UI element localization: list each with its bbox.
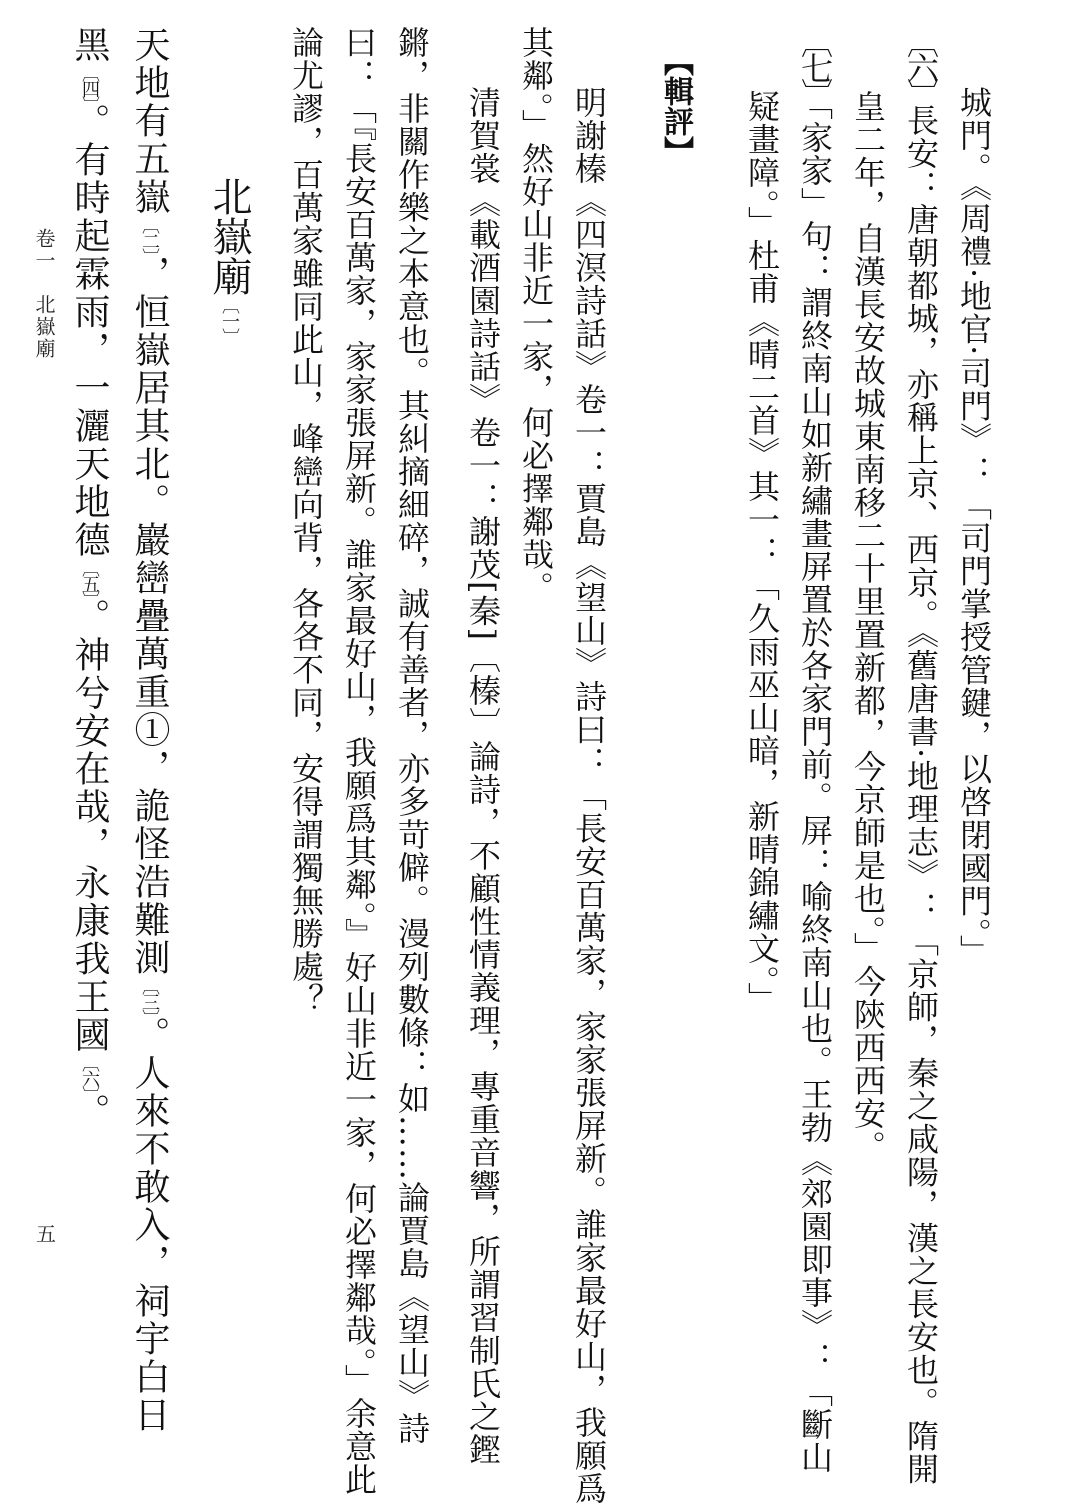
- commentary-para-1-line: 明謝榛《四溟詩話》卷一：賈島《望山》詩曰：「長安百萬家，家家張屏新。誰家最好山，我願爲: [570, 86, 608, 1505]
- poem-text: ，恒嶽居其北。巖巒疊萬重①，詭怪浩難測: [129, 255, 170, 977]
- poem-line: [119, 26, 179, 1456]
- poem-text: 。有時起霖雨，一灑天地德: [69, 103, 110, 559]
- footnote-marker: 〔四〕: [79, 64, 100, 103]
- footnote-marker: 〔二〕: [139, 216, 160, 255]
- poem-line: [59, 26, 119, 1456]
- note-7-label: 〔七〕: [796, 26, 834, 104]
- page-number: 五: [36, 1222, 56, 1246]
- running-header: 卷一 北嶽廟: [32, 228, 56, 360]
- poem-text: 。神兮安在哉，永康我王國: [69, 598, 110, 1054]
- note-7-continuation: 疑畫障。」杜甫《晴二首》其一：「久雨巫山暗，新晴錦繡文。」: [743, 90, 781, 1015]
- commentary-para-2-line: 論尤謬，百萬家雖同此山，峰巒向背，各各不同，安得謂獨無勝處？: [287, 26, 325, 1016]
- note-7-text: 「家家」句：謂終南山如新繡畫屏置於各家門前。屏：喻終南山也。王勃《郊園即事》：「斷山: [796, 104, 834, 1474]
- note-6-label: 〔六〕: [902, 26, 940, 104]
- note-6-text: 長安：唐朝都城，亦稱上京、西京。《舊唐書·地理志》：「京師，秦之咸陽，漢之長安也。隋開: [902, 104, 940, 1486]
- poem-text: 黑: [69, 26, 110, 64]
- poem-text: 。人來不敢入，祠宇白日: [129, 1016, 170, 1434]
- footnote-marker: 〔五〕: [79, 559, 100, 598]
- commentary-heading: 【輯評】: [658, 46, 693, 166]
- note-7-line: [788, 26, 841, 1474]
- note-continuation-line: 城門。《周禮·地官·司門》：「司門掌授管鍵，以啓閉國門。」: [955, 86, 993, 968]
- page-body: [0, 26, 1000, 1505]
- footnote-marker: 〔三〕: [139, 977, 160, 1016]
- commentary-para-2-line: 清賀裳《載酒園詩話》卷一：謝茂[秦]〔榛〕論詩，不顧性情義理，專重音響，所謂習制氏之鏗: [464, 86, 502, 1466]
- note-6-continuation: 皇二年，自漢長安故城東南移二十里置新都，今京師是也。」今陝西西安。: [849, 90, 887, 1163]
- poem-title: [179, 26, 279, 1456]
- commentary-para-1-line: 其鄰。」然好山非近一家，何必擇鄰哉。: [517, 26, 555, 604]
- commentary-para-2-line: 曰：「『長安百萬家，家家張屏新。誰家最好山，我願爲其鄰。』好山非近一家，何必擇鄰哉。」余意此: [340, 26, 378, 1496]
- poem-text: 天地有五嶽: [129, 26, 170, 216]
- commentary-para-2-line: 鏘，非關作樂之本意也。其糾摘細碎，誠有善者，亦多苛僻。漫列數條：如……論賈島《望山》詩: [393, 26, 431, 1445]
- note-6-line: [894, 26, 947, 1486]
- footnote-marker: 〔六〕: [79, 1054, 100, 1093]
- poem-text: 。: [69, 1093, 110, 1131]
- poem-title-text: 北嶽廟: [206, 176, 252, 296]
- footnote-marker: 〔一〕: [219, 296, 240, 344]
